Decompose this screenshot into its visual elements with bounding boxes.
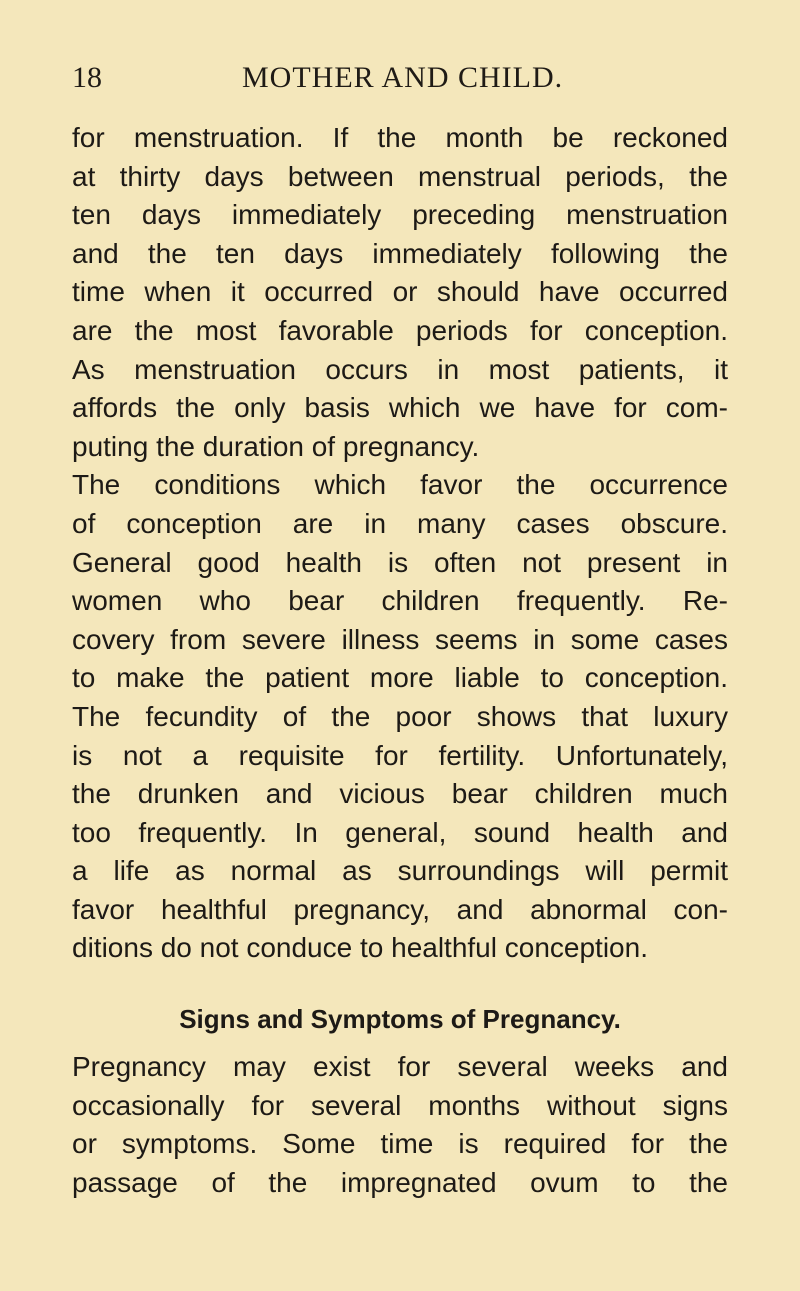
body-line: passage of the impregnated ovum to the xyxy=(72,1166,728,1198)
body-line: for menstruation. If the month be reckoned xyxy=(72,122,728,153)
body-line: ten days immediately preceding menstruation xyxy=(72,199,728,231)
body-line: and the ten days immediately following the xyxy=(72,237,728,269)
body-line: are the most favorable periods for conception. xyxy=(72,314,728,346)
body-line: affords the only basis which we have for com- xyxy=(72,392,728,424)
body-line: a life as normal as surroundings will permit xyxy=(72,855,728,887)
body-line: to make the patient more liable to conception. xyxy=(72,662,728,694)
paragraph-3 xyxy=(72,1048,728,1202)
body-line: the drunken and vicious bear children much xyxy=(72,778,728,810)
page-number: 18 xyxy=(72,61,102,94)
body-line: time when it occurred or should have occurred xyxy=(72,276,728,308)
body-line: occasionally for several months without signs xyxy=(72,1089,728,1121)
body-line: women who bear children frequently. Re- xyxy=(72,585,728,617)
paragraph-2 xyxy=(72,466,728,968)
paragraph-1 xyxy=(72,119,728,466)
body-line: favor healthful pregnancy, and abnormal con- xyxy=(72,893,728,925)
body-line: The conditions which favor the occurrence xyxy=(72,469,728,501)
body-line: of conception are in many cases obscure. xyxy=(72,507,728,539)
body-line: As menstruation occurs in most patients, it xyxy=(72,353,728,385)
body-line: too frequently. In general, sound health and xyxy=(72,816,728,848)
body-line: The fecundity of the poor shows that luxury xyxy=(72,700,728,732)
running-head-title: MOTHER AND CHILD. xyxy=(242,61,564,94)
body-line: is not a requisite for fertility. Unfortunately, xyxy=(72,739,728,771)
page-body xyxy=(72,119,728,1198)
body-line: puting the duration of pregnancy. xyxy=(72,430,480,462)
body-line: Pregnancy may exist for several weeks and xyxy=(72,1051,728,1082)
body-line: covery from severe illness seems in some cases xyxy=(72,623,728,655)
body-line: at thirty days between menstrual periods, the xyxy=(72,160,728,192)
section-heading: Signs and Symptoms of Pregnancy. xyxy=(179,1004,621,1034)
body-line: or symptoms. Some time is required for the xyxy=(72,1128,728,1160)
body-line: ditions do not conduce to healthful conception. xyxy=(72,932,648,964)
body-line: General good health is often not present in xyxy=(72,546,728,578)
page-header xyxy=(72,60,728,104)
